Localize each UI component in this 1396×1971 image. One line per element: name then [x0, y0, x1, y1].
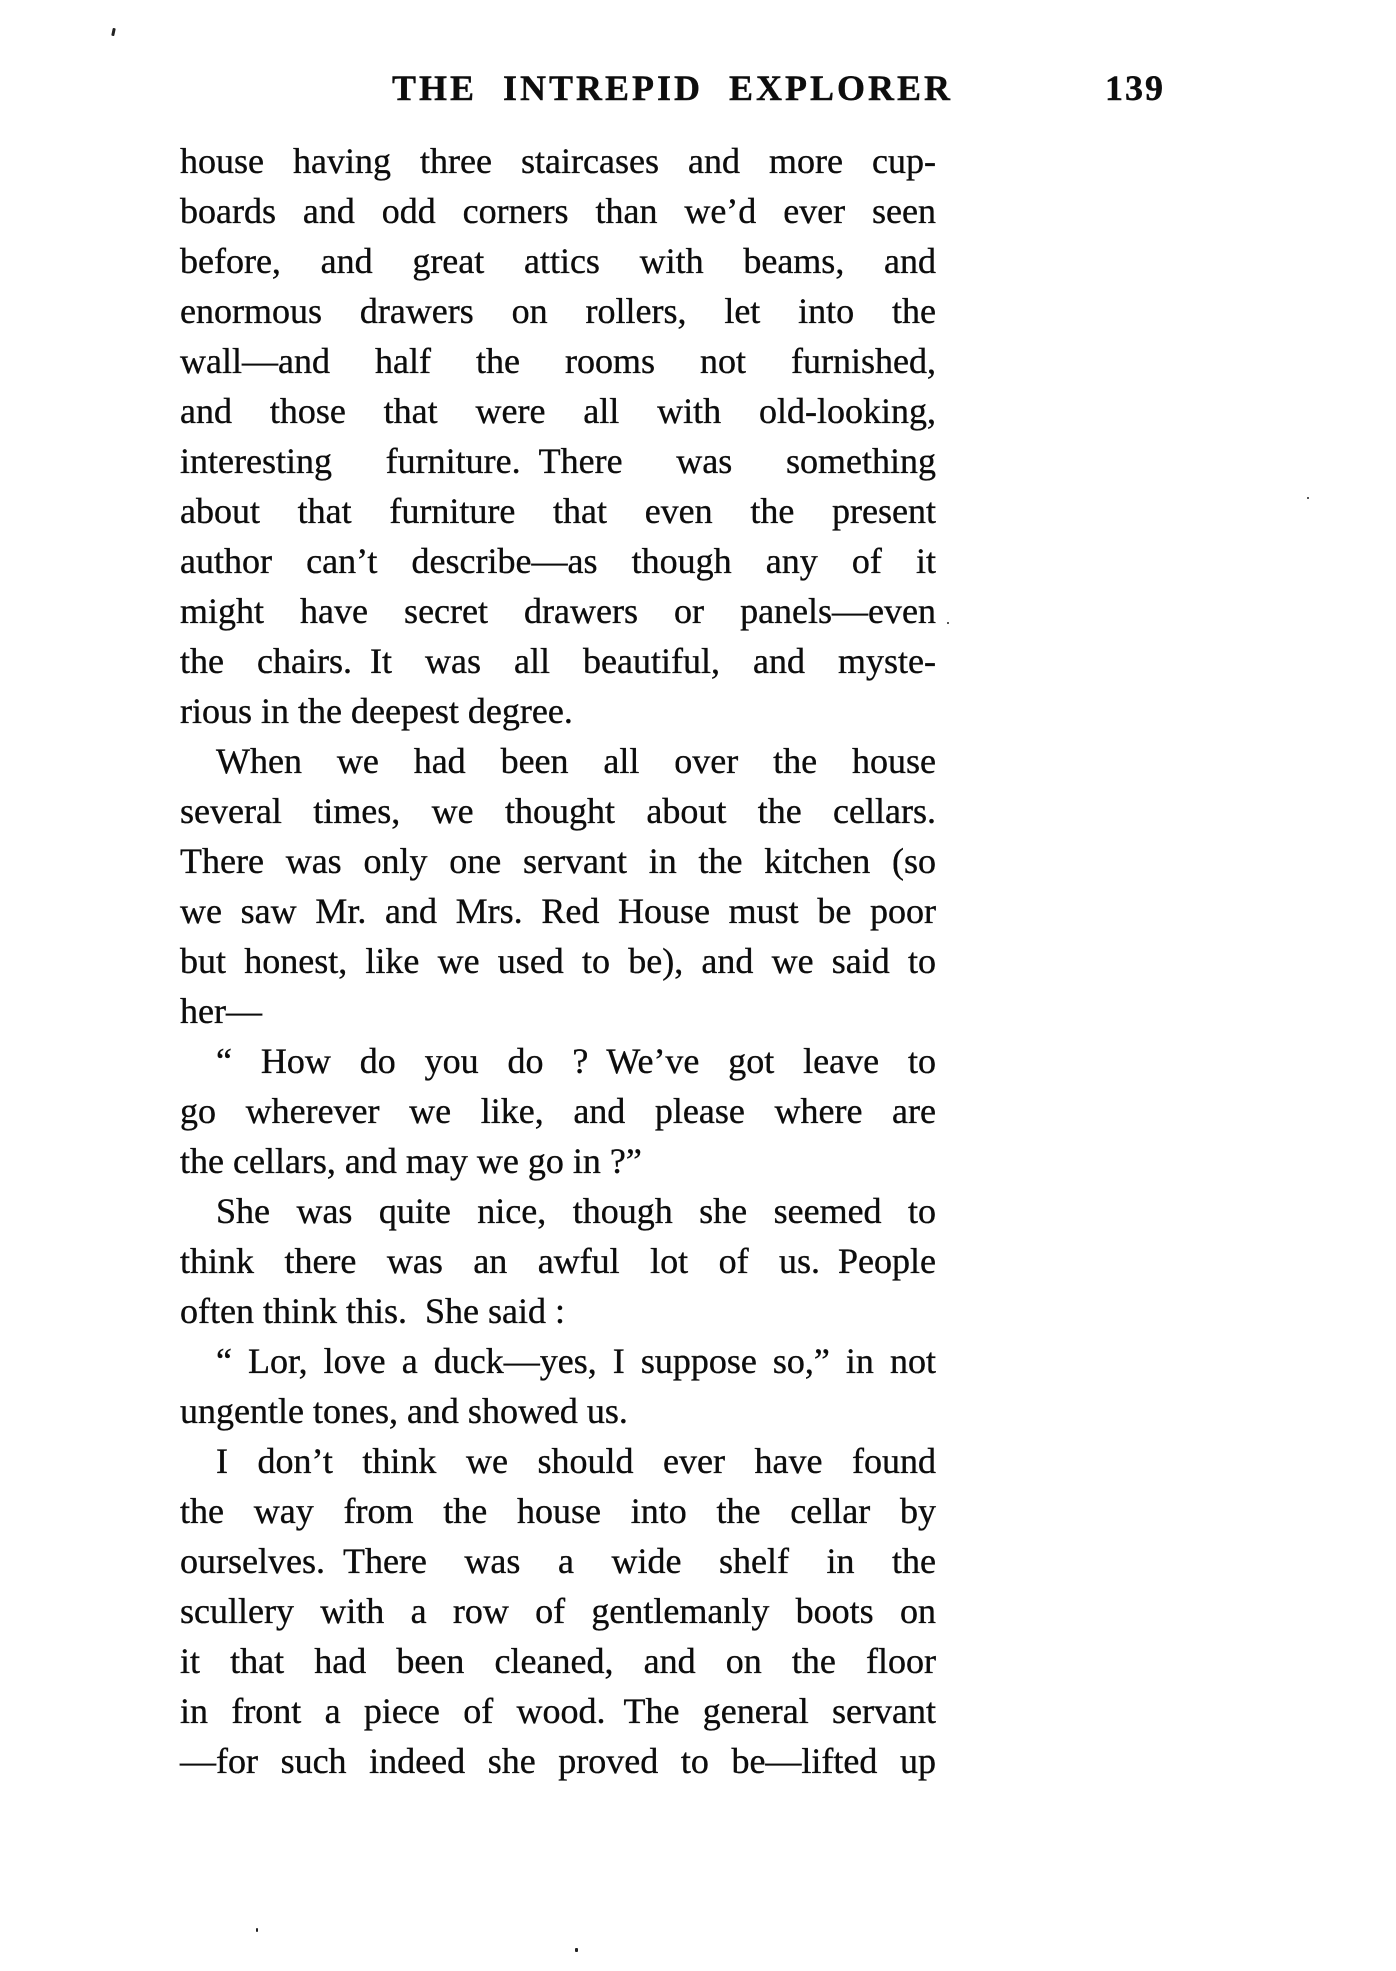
scan-speck — [947, 622, 949, 624]
text-line: —for such indeed she proved to be—lifted up — [180, 1741, 936, 1781]
text-line: When we had been all over the house — [216, 741, 936, 781]
running-header — [0, 66, 1396, 110]
text-line: about that furniture that even the present — [180, 491, 936, 531]
text-line: She was quite nice, though she seemed to — [216, 1191, 936, 1231]
text-line: There was only one servant in the kitchen (so — [180, 841, 936, 881]
text-line: rious in the deepest degree. — [180, 691, 573, 731]
text-line: enormous drawers on rollers, let into the — [180, 291, 936, 331]
text-line: I don’t think we should ever have found — [216, 1441, 936, 1481]
text-line: the chairs. It was all beautiful, and myste- — [180, 641, 936, 681]
scan-speck — [256, 1928, 258, 1932]
text-line: author can’t describe—as though any of it — [180, 541, 936, 581]
text-line: house having three staircases and more cup- — [180, 141, 936, 181]
text-line: before, and great attics with beams, and — [180, 241, 936, 281]
text-line: we saw Mr. and Mrs. Red House must be poor — [180, 891, 936, 931]
text-line: her— — [180, 991, 262, 1031]
text-line: in front a piece of wood. The general servant — [180, 1691, 936, 1731]
text-line: but honest, like we used to be), and we said to — [180, 941, 936, 981]
text-line: wall—and half the rooms not furnished, — [180, 341, 936, 381]
text-line: often think this. She said : — [180, 1291, 565, 1331]
scan-speck — [575, 1948, 578, 1952]
text-line: boards and odd corners than we’d ever seen — [180, 191, 936, 231]
text-line: it that had been cleaned, and on the floor — [180, 1641, 936, 1681]
page-number: 139 — [1105, 68, 1165, 108]
text-line: think there was an awful lot of us. People — [180, 1241, 936, 1281]
text-line: and those that were all with old-looking, — [180, 391, 936, 431]
text-line: interesting furniture. There was something — [180, 441, 936, 481]
text-line: might have secret drawers or panels—even — [180, 591, 936, 631]
text-line: the cellars, and may we go in ?” — [180, 1141, 642, 1181]
chapter-title: THE INTREPID EXPLORER — [391, 68, 954, 108]
text-line: go wherever we like, and please where are — [180, 1091, 936, 1131]
text-line: the way from the house into the cellar by — [180, 1491, 936, 1531]
text-line: several times, we thought about the cellars. — [180, 791, 936, 831]
scan-speck — [111, 28, 116, 36]
page-text — [180, 136, 936, 1786]
text-line: “ Lor, love a duck—yes, I suppose so,” in not — [216, 1341, 936, 1381]
text-line: ourselves. There was a wide shelf in the — [180, 1541, 936, 1581]
scan-speck — [1307, 497, 1309, 499]
text-line: scullery with a row of gentlemanly boots on — [180, 1591, 936, 1631]
text-line: ungentle tones, and showed us. — [180, 1391, 628, 1431]
text-line: “ How do you do ? We’ve got leave to — [216, 1041, 936, 1081]
